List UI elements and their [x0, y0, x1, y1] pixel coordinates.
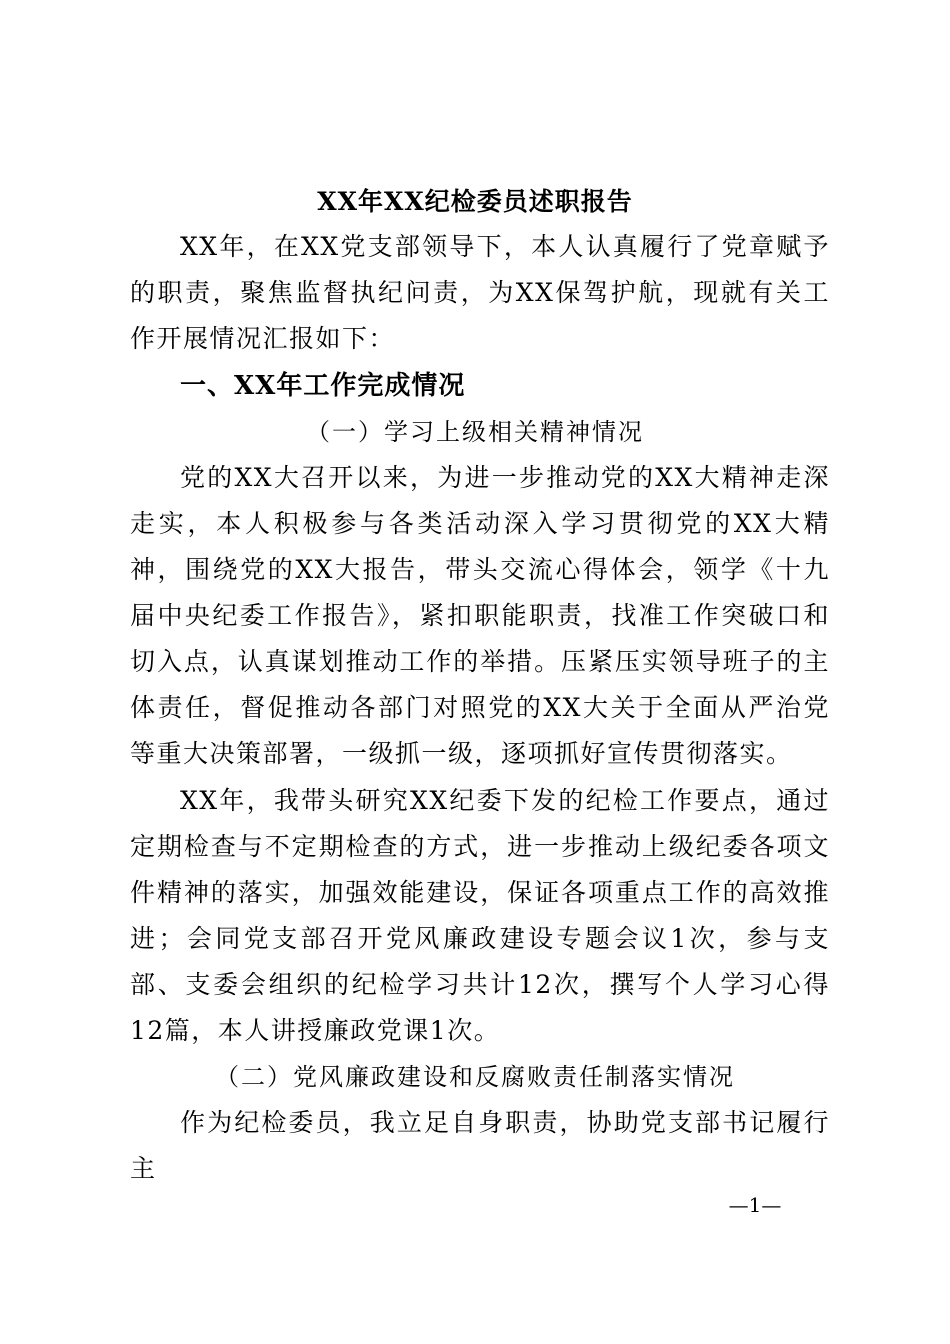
subsection-1-paragraph-1: 党的XX大召开以来，为进一步推动党的XX大精神走深走实，本人积极参与各类活动深入学习贯彻党的XX大精神，围绕党的XX大报告，带头交流心得体会，领学《十九届中央纪委工作报告》，紧扣职能职责，找准工作突破口和切入点，认真谋划推动工作的举措。压紧压实领导班子的主体责任，督促推动各部门对照党的XX大关于全面从严治党等重大决策部署，一级抓一级，逐项抓好宣传贯彻落实。 [130, 463, 830, 768]
subsection-heading-1: （一）学习上级相关精神情况 [306, 418, 644, 446]
subsection-heading-2: （二）党风廉政建设和反腐败责任制落实情况 [215, 1063, 735, 1091]
subsection-1-paragraph-2: XX年，我带头研究XX纪委下发的纪检工作要点，通过定期检查与不定期检查的方式，进一步推动上级纪委各项文件精神的落实，加强效能建设，保证各项重点工作的高效推进；会同党支部召开党风廉政建设专题会议1次，参与支部、支委会组织的纪检学习共计12次，撰写个人学习心得12篇，本人讲授廉政党课1次。 [130, 786, 830, 1045]
subsection-2-paragraph-1: 作为纪检委员，我立足自身职责，协助党支部书记履行主 [130, 1108, 830, 1183]
intro-paragraph: XX年，在XX党支部领导下，本人认真履行了党章赋予的职责，聚焦监督执纪问责，为XX保驾护航，现就有关工作开展情况汇报如下： [130, 232, 830, 353]
document-title: XX年XX纪检委员述职报告 [317, 187, 633, 216]
page-number: —1— [728, 1193, 782, 1217]
section-heading-1: 一、XX年工作完成情况 [180, 371, 466, 401]
